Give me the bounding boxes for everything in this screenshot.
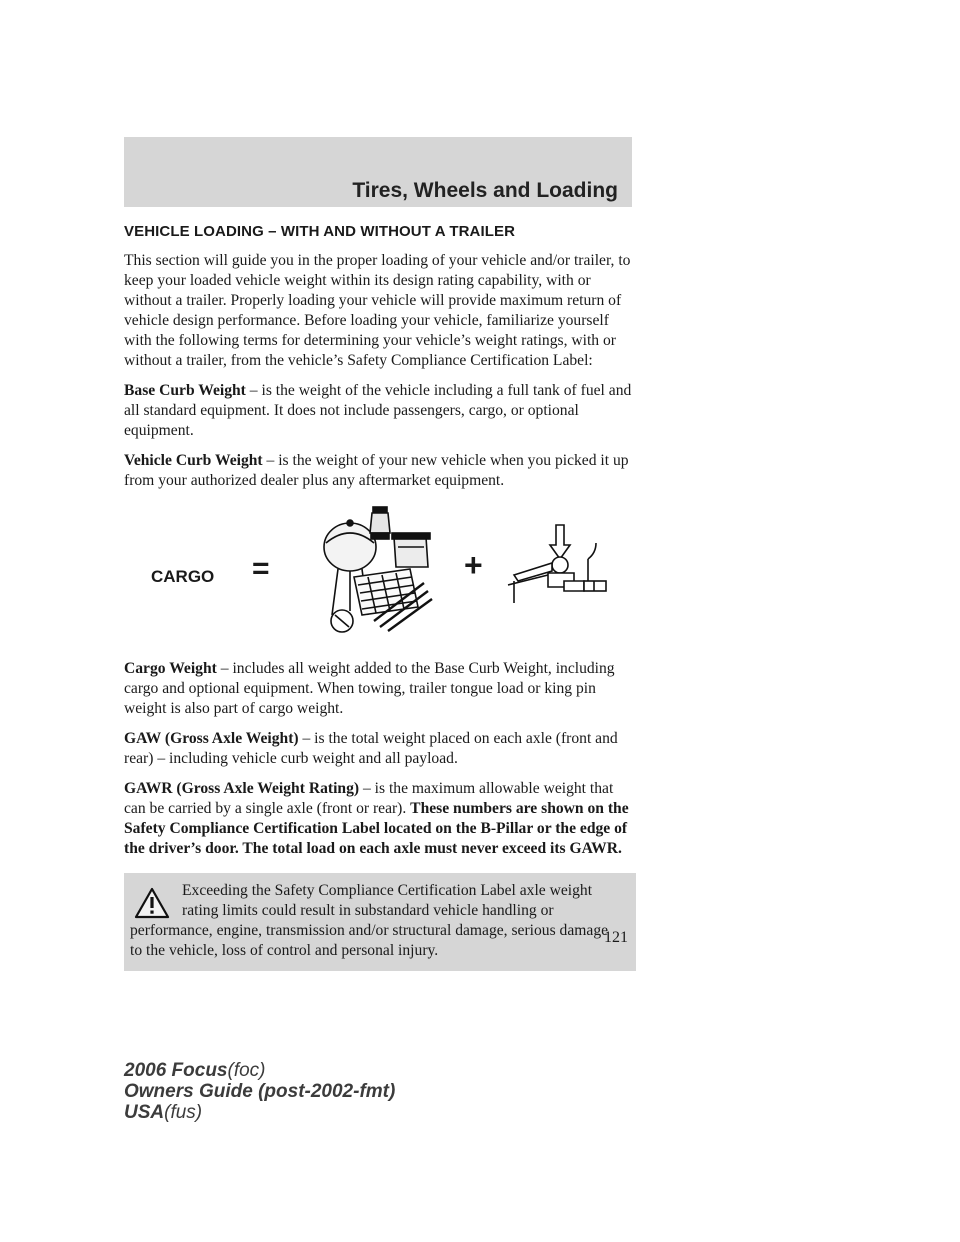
- term-label: GAW (Gross Axle Weight): [124, 730, 299, 747]
- term-label: Cargo Weight: [124, 660, 217, 677]
- cargo-label: CARGO: [151, 567, 215, 586]
- term-text: – includes all weight added to the Base Curb Weight, including cargo and optional equipment. When towing, trailer tongue load or king pin weight is also part of cargo weight.: [124, 660, 615, 717]
- warning-box: [124, 873, 636, 971]
- definition-vehicle-curb-weight: [124, 451, 636, 491]
- definition-base-curb-weight: [124, 381, 636, 441]
- footer-market-code: (fus): [164, 1102, 203, 1123]
- trailer-tongue-load-icon: [504, 523, 608, 609]
- definition-gawr: [124, 779, 636, 859]
- footer-line-2: [124, 1081, 395, 1102]
- footer-line-3: [124, 1102, 395, 1123]
- term-text: – is the maximum allowable weight that can be carried by a single axle (front or rear).: [124, 780, 614, 817]
- footer-model-code: (foc): [227, 1060, 266, 1081]
- plus-sign: +: [464, 547, 483, 583]
- term-label: Base Curb Weight: [124, 382, 246, 399]
- section-heading: VEHICLE LOADING – WITH AND WITHOUT A TRAILER: [124, 223, 516, 240]
- term-text: – is the total weight placed on each axle (front and rear) – including vehicle curb weight and all payload.: [124, 730, 618, 767]
- warning-text: Exceeding the Safety Compliance Certification Label axle weight rating limits could result in substandard vehicle handling or performance, engine, transmission and/or structural damage, serious damage to the vehicle, loss of control and personal injury.: [130, 882, 609, 959]
- cargo-figure: [124, 503, 636, 649]
- page-content: [124, 222, 636, 971]
- definition-cargo-weight: [124, 659, 636, 719]
- definition-gaw: [124, 729, 636, 769]
- footer: [124, 1060, 395, 1123]
- warning-triangle-icon: [134, 887, 170, 919]
- footer-model: 2006 Focus: [124, 1060, 228, 1081]
- gawr-emphasis: These numbers are shown on the Safety Compliance Certification Label located on the B-Pillar or the edge of the driver’s door. The total load on each axle must never exceed its GAWR.: [124, 800, 629, 857]
- term-text: – is the weight of your new vehicle when you picked it up from your authorized dealer plus any aftermarket equipment.: [124, 452, 629, 489]
- footer-line-1: [124, 1060, 395, 1081]
- term-label: Vehicle Curb Weight: [124, 452, 263, 469]
- page-number: 121: [604, 929, 628, 946]
- term-label: GAWR (Gross Axle Weight Rating): [124, 780, 360, 797]
- equals-sign: =: [252, 552, 270, 585]
- intro-paragraph: This section will guide you in the proper loading of your vehicle and/or trailer, to keep your loaded vehicle weight within its design rating capability, with or without a trailer. Properly loading your vehicle will provide maximum return of vehicle design performance. Before loading your vehicle, familiarize yourself with the following terms for determining your vehicle’s weight ratings, with or without a trailer, from the vehicle’s Safety Compliance Certification Label:: [124, 252, 631, 369]
- term-text: – is the weight of the vehicle including a full tank of fuel and all standard equipment. It does not include passengers, cargo, or optional equipment.: [124, 382, 632, 439]
- header-band: [124, 137, 632, 207]
- chapter-title: Tires, Wheels and Loading: [352, 179, 618, 202]
- footer-guide: Owners Guide (post-2002-fmt): [124, 1081, 396, 1102]
- footer-market: USA: [124, 1102, 165, 1123]
- cargo-items-icon: [318, 503, 436, 643]
